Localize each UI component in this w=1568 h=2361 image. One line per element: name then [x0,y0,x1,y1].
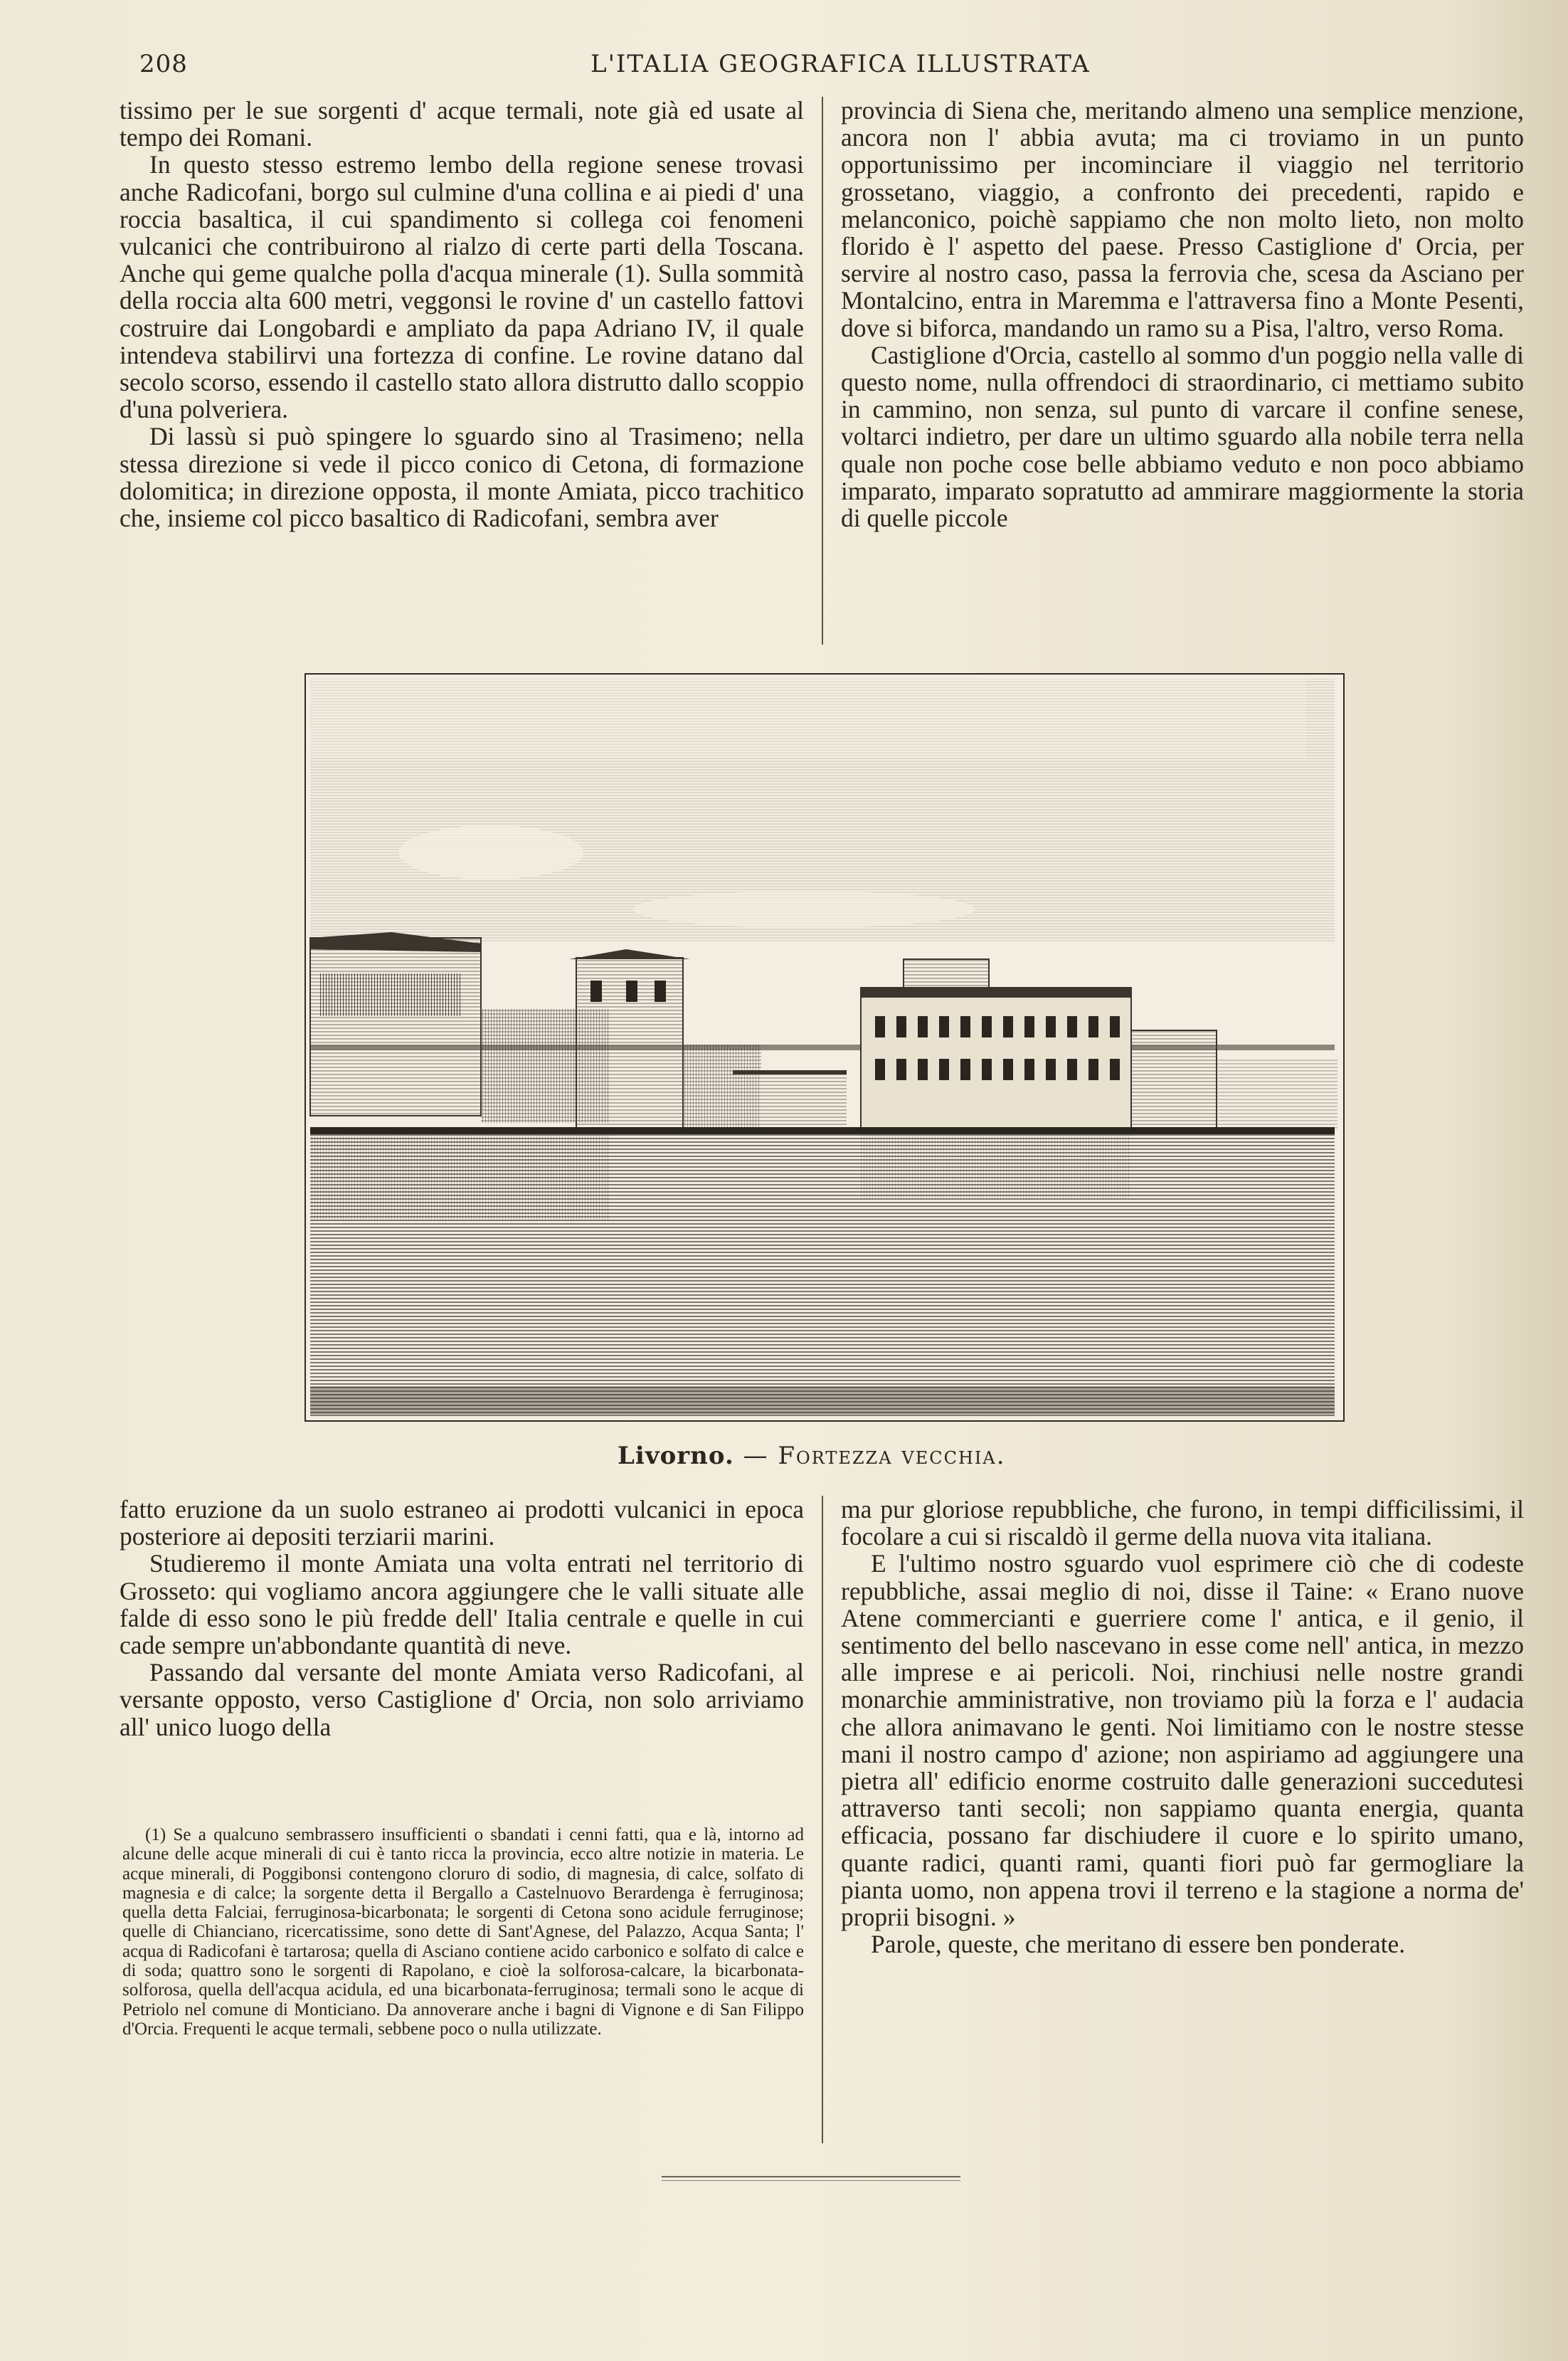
paragraph: Castiglione d'Orcia, castello al sommo d'un poggio nella valle di questo nome, nulla offrendoci di straordinario, ci mettiamo subito in cammino, non senza, sul punto di varcare il confine senese, voltarci indietro, per dare un ultimo sguardo alla nobile terra nella quale non poche cose belle abbiamo veduto e non poco abbiamo imparato, imparato sopratutto ad ammirare maggiormente la storia di quelle piccole [841,340,1524,533]
paragraph: In questo stesso estremo lembo della regione senese trovasi anche Radicofani, borgo sul culmine d'una collina e ai piedi d' una roccia basaltica, il cui spandimento si collega coi fenomeni vulcanici che contribuirono al rialzo di certe parti della Toscana. Anche qui geme qualche polla d'acqua minerale (1). Sulla sommità della roccia alta 600 metri, veggonsi le rovine d' un castello fattovi costruire dai Longobardi e ampliato da papa Adriano IV, il quale intendeva stabilirvi una fortezza di confine. Le rovine datano dal secolo scorso, essendo il castello stato allora distrutto dallo scoppio d'una polveriera. [120,150,804,424]
paragraph: Parole, queste, che meritano di essere ben ponderate. [871,1930,1406,1959]
paragraph: ma pur gloriose repubbliche, che furono, in tempi difficilissimi, il focolare a cui si riscaldò il germe della nuova vita italiana. [841,1495,1524,1551]
column-divider [822,97,823,645]
harbor-fortress-illustration [306,675,1343,1420]
figure-caption [618,1442,1006,1470]
paragraph: Studieremo il monte Amiata una volta entrati nel territorio di Grosseto: qui vogliamo ancora aggiungere che le valli situate alle falde di esso sono le più fredde dell' Italia centrale e quelle in cui cade sempre un'abbondante quantità di neve. [120,1549,804,1660]
paragraph: provincia di Siena che, meritando almeno una semplice menzione, ancora non l' abbia avuta; ma ci troviamo in un punto opportunissimo per incominciare il viaggio nel territorio grossetano, viaggio, a confronto dei precedenti, rapido e melanconico, poichè sappiamo che non molto lieto, non molto florido è l' aspetto del paese. Presso Castiglione d' Orcia, per servire al nostro caso, passa la ferrovia che, scesa da Asciano per Montalcino, entra in Maremma e l'attraversa fino a Monte Pesenti, dove si biforca, mandando un ramo su a Pisa, l'altro, verso Roma. [841,96,1524,342]
paragraph: tissimo per le sue sorgenti d' acque termali, note già ed usate al tempo dei Romani. [120,96,804,152]
caption-dash: — [733,1442,778,1470]
paragraph: Di lassù si può spingere lo sguardo sino al Trasimeno; nella stessa direzione si vede il picco conico di Cetona, di formazione dolomitica; in direzione opposta, il monte Amiata, picco trachitico che, insieme col picco basaltico di Radicofani, sembra aver [120,422,804,533]
paragraph: E l'ultimo nostro sguardo vuol esprimere ciò che di codeste repubbliche, assai meglio di noi, disse il Taine: « Erano nuove Atene commercianti e guerriere come l' antica, e il genio, il sentimento del bello nascevano in esse come nell' antica, in mezzo alle imprese e ai pericoli. Noi, rinchiusi nelle nostre grandi monarchie amministrative, non troviamo più la forza e l' audacia che allora animavano le genti. Noi limitiamo con le nostre stesse mani il nostro campo d' azione; non aspiriamo ad aggiungere una pietra all' edificio enorme costruito dalle generazioni succedutesi attraverso tanti secoli; non sappiamo quanta energia, quanta efficacia, possano far dischiudere il cuore e lo spirito umano, quante radici, quanti rami, quanti fiori può far germogliare la pianta uomo, non appena trovi il terreno e la stagione a norma de' proprii bisogni. » [841,1549,1524,1932]
footnote-text: (1) Se a qualcuno sembrassero insufficienti o sbandati i cenni fatti, qua e là, intorno ad alcune delle acque minerali di cui è tanto ricca la provincia, ecco altre notizie in materia. Le acque minerali, di Poggibonsi contengono cloruro di sodio, di magnesia, di calce, solfato di magnesia e di calce; la sorgente detta il Bergallo a Castelnuovo Berardenga è ferruginosa; quella detta Falciai, ferruginosa-bicarbonata; le sorgenti di Cetona sono acidule ferruginose; quelle di Chianciano, ricercatissime, sono dette di Sant'Agnese, del Palazzo, Acqua Santa; l' acqua di Radicofani è tartarosa; quella di Asciano contiene acido carbonico e solfato di calce e di soda; quattro sono le sorgenti di Rapolano, e cioè la solforosa-calcare, la bicarbonata-solforosa, quella dell'acqua acidula, ed una bicarbonata-ferruginosa; termali sono le acque di Petriolo nel comune di Monticiano. Da annoverare anche i bagni di Vignone e di San Filippo d'Orcia. Frequenti le acque termali, sebbene poco o nulla utilizzate. [122,1825,804,2039]
engraving-figure [304,673,1345,1422]
column-right-top [841,97,1524,532]
column-right-bottom [841,1496,1524,1958]
caption-place: Livorno. [618,1442,734,1470]
footnote [122,1825,804,2039]
running-title: L'ITALIA GEOGRAFICA ILLUSTRATA [590,50,1091,78]
column-left-bottom [120,1496,804,1741]
caption-subject: Fortezza vecchia. [778,1442,1006,1470]
column-left-top [120,97,804,532]
bottom-rule-thin [662,2180,960,2181]
paragraph: Passando dal versante del monte Amiata verso Radicofani, al versante opposto, verso Castiglione d' Orcia, non solo arriviamo all' unico luogo della [120,1658,804,1741]
paragraph: fatto eruzione da un suolo estraneo ai prodotti vulcanici in epoca posteriore ai depositi terziarii marini. [120,1495,804,1551]
page-number: 208 [139,50,188,78]
column-divider [822,1496,823,2143]
bottom-rule [662,2176,960,2177]
